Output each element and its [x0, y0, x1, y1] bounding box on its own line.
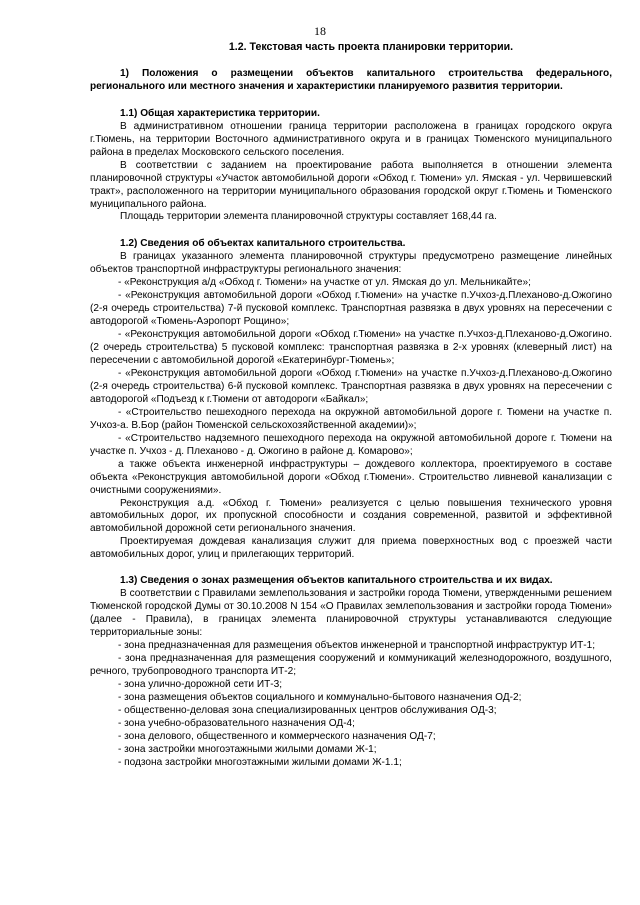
object-list-item: - «Реконструкция автомобильной дороги «Обход г.Тюмени» на участке п.Учхоз-д.Плеханово-д.Ожогино (2-я очередь строительства) 7-й пусковой комплекс. Транспортная развязка в двух уровнях на пересечении с автодорогой «Тюмень-Аэропорт Рощино»; [90, 290, 612, 328]
zone-list-item: - подзона застройки многоэтажными жилыми домами Ж-1.1; [118, 756, 402, 768]
section-1-1-paragraph-1: В административном отношении граница территории расположена в границах городского округа г.Тюмень, на территории Восточного административного округа и в границах Тюменского муниципального района в пределах Московского сельского поселения. [90, 120, 612, 158]
section-1-1-paragraph-2: В соответствии с заданием на проектирование работа выполняется в отношении элемента планировочной структуры «Участок автомобильной дороги «Обход г. Тюмени» ул. Ямская - ул. Червишевский тракт», расположенного на территории муниципального образования городской округ г.Тюмень и Тюменского муниципального района. [90, 159, 612, 210]
object-list-item: - «Реконструкция автомобильной дороги «Обход г.Тюмени» на участке п.Учхоз-д.Плеханово-д.Ожогино. (2 очередь строительства) 5 пусковой комплекс: транспортная развязка в 2-х уровнях (клеверный лист) на пересечении с автомобильной дорогой «Екатеринбург-Тюмень»; [90, 329, 612, 367]
zone-list-item: - зона предназначенная для размещения сооружений и коммуникаций железнодорожного, воздушного, речного, трубопроводного транспорта ИТ-2; [90, 652, 612, 677]
zone-list-item: - зона застройки многоэтажными жилыми домами Ж-1; [118, 743, 377, 755]
zone-list-item: - зона делового, общественного и коммерческого назначения ОД-7; [118, 730, 436, 742]
zone-list-item: - зона улично-дорожной сети ИТ-3; [118, 678, 283, 690]
section-1-3-heading: 1.3) Сведения о зонах размещения объектов капитального строительства и их видах. [120, 575, 553, 587]
page-title: 1.2. Текстовая часть проекта планировки территории. [228, 41, 514, 53]
section-1-heading: 1) Положения о размещении объектов капитального строительства федерального, регионального или местного значения и характеристики планируемого развития территории. [90, 67, 612, 92]
zone-list-item: - зона учебно-образовательного назначения ОД-4; [118, 717, 355, 729]
section-1-1-paragraph-3: Площадь территории элемента планировочной структуры составляет 168,44 га. [120, 211, 497, 223]
section-1-2-intro: В границах указанного элемента планировочной структуры предусмотрено размещение линейных объектов транспортной инфраструктуры регионального значения: [90, 251, 612, 276]
zone-list-item: - общественно-деловая зона специализированных центров обслуживания ОД-3; [118, 704, 497, 716]
object-list-item: - «Строительство надземного пешеходного перехода на окружной автомобильной дороге г. Тюмени на участке п. Учхоз - д. Плеханово - д. Ожогино в районе д. Комарово»; [90, 432, 612, 457]
object-list-item: - «Строительство пешеходного перехода на окружной автомобильной дороге г. Тюмени на участке п. Учхоз-а. В.Бор (район Тюменской сельскохозяйственной академии)»; [90, 406, 612, 431]
section-1-2-heading: 1.2) Сведения об объектах капитального строительства. [120, 238, 406, 250]
section-1-1-heading: 1.1) Общая характеристика территории. [120, 107, 320, 119]
page-number: 18 [314, 24, 326, 38]
reconstruction-paragraph: Реконструкция а.д. «Обход г. Тюмени» реализуется с целью повышения технического уровня автомобильных дорог, их пропускной способности и создания современной, развитой и эффективной автомобильной дорожной сети регионального значения. [90, 497, 612, 535]
zone-list-item: - зона предназначенная для размещения объектов инженерной и транспортной инфраструктур ИТ-1; [118, 640, 596, 652]
object-list-item: - «Реконструкция а/д «Обход г. Тюмени» на участке от ул. Ямская до ул. Мельникайте»; [118, 277, 531, 289]
object-list-item: - «Реконструкция автомобильной дороги «Обход г.Тюмени» на участке п.Учхоз-д.Плеханово-д.Ожогино (2-я очередь строительства) 6-й пусковой комплекс. Транспортная развязка в двух уровнях на пересечении с автодорогой «Подъезд к г.Тюмени от автодороги «Байкал»; [90, 367, 612, 405]
zone-list-item: - зона размещения объектов социального и коммунально-бытового назначения ОД-2; [118, 691, 522, 703]
rain-sewer-paragraph: Проектируемая дождевая канализация служит для приема поверхностных вод с проезжей части автомобильных дорог, улиц и прилегающих территорий. [90, 536, 612, 561]
document-body [90, 41, 612, 770]
section-1-3-intro: В соответствии с Правилами землепользования и застройки города Тюмени, утвержденными решением Тюменской городской Думы от 30.10.2008 N 154 «О Правилах землепользования и застройки города Тюмени» (далее - Правила), в границах элемента планировочной структуры устанавливаются следующие территориальные зоны: [90, 588, 612, 639]
engineering-object-paragraph: а также объекта инженерной инфраструктуры – дождевого коллектора, проектируемого в составе объекта «Реконструкция автомобильной дороги «Обход г.Тюмени». Строительство ливневой канализации с очистными сооружениями». [90, 458, 612, 496]
